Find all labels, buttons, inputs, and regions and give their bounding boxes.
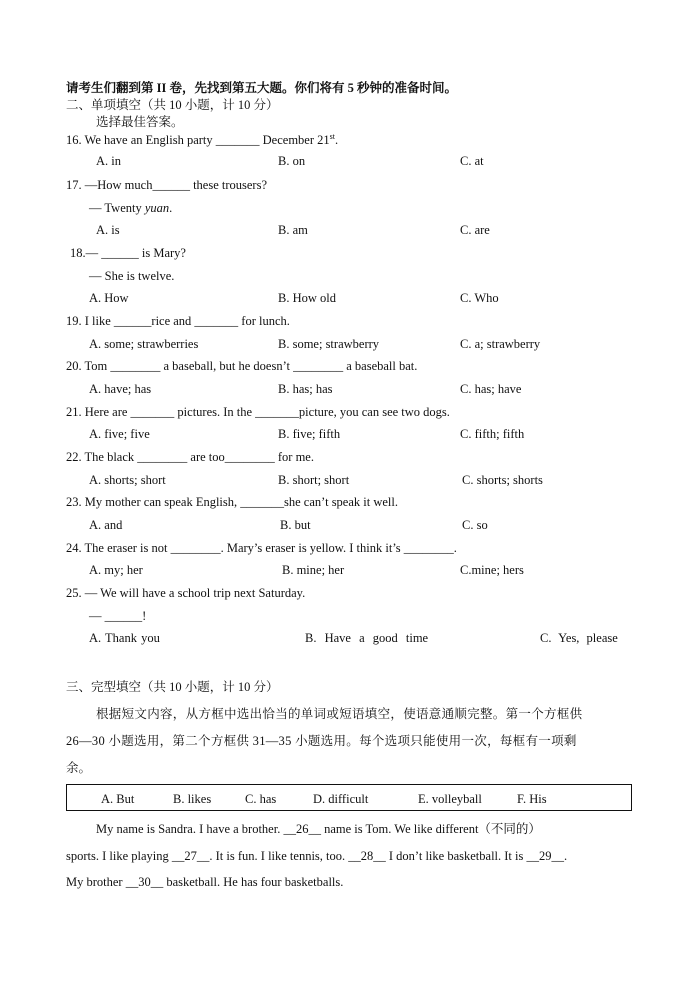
question-16-option-c: C. at xyxy=(460,154,484,168)
passage-text: name is Tom. We like different（不同的） xyxy=(320,822,541,836)
question-16-option-a: A. in xyxy=(96,154,121,168)
question-22-option-c: C. shorts; shorts xyxy=(462,473,543,487)
passage-text: basketball. He has four basketballs. xyxy=(163,875,344,889)
question-25-stem: 25. — We will have a school trip next Saturday. xyxy=(66,586,306,600)
question-16-stem xyxy=(66,132,338,148)
blank-30: __30__ xyxy=(125,875,164,889)
passage-line-2 xyxy=(66,848,567,864)
passage-line-3 xyxy=(66,874,343,890)
question-22-option-b: B. short; short xyxy=(278,473,350,487)
question-17-option-c: C. are xyxy=(460,223,490,237)
box-option-d: D. difficult xyxy=(313,792,369,806)
question-18-answer-line: — She is twelve. xyxy=(89,269,175,283)
question-17-option-b: B. am xyxy=(278,223,308,237)
section-2-heading: 二、单项填空（共 10 小题，计 10 分） xyxy=(66,98,279,112)
question-25-option-b: B. Have a good time xyxy=(305,631,429,645)
question-18-stem: 18.— ______ is Mary? xyxy=(70,246,186,260)
question-17-answer-end: . xyxy=(169,201,173,215)
question-17-stem: 17. —How much______ these trousers? xyxy=(66,178,268,192)
question-18-option-a: A. How xyxy=(89,291,129,305)
question-18-option-c: C. Who xyxy=(460,291,499,305)
question-21-option-c: C. fifth; fifth xyxy=(460,427,525,441)
passage-text: . xyxy=(563,849,568,863)
question-23-stem: 23. My mother can speak English, _______she can’t speak it well. xyxy=(66,495,398,509)
blank-27: __27__ xyxy=(171,849,210,863)
question-19-option-a: A. some; strawberries xyxy=(89,337,199,351)
question-25-option-c: C. Yes, please xyxy=(540,631,618,645)
question-16-end: . xyxy=(334,133,339,147)
question-23-option-b: B. but xyxy=(280,518,311,532)
question-20-option-b: B. has; has xyxy=(278,382,333,396)
blank-28: __28__ xyxy=(348,849,386,863)
box-option-f: F. His xyxy=(517,792,547,806)
section-3-intro-line-2: 26—30 小题选用，第二个方框供 31—35 小题选用。每个选项只能使用一次，每框有一项剩 xyxy=(66,734,577,748)
question-24-option-b: B. mine; her xyxy=(282,563,345,577)
section-3-intro-line-3: 余。 xyxy=(66,761,92,775)
question-16-text: 16. We have an English party _______ December 21 xyxy=(66,133,330,147)
word-choice-box xyxy=(66,784,632,811)
question-24-option-c: C.mine; hers xyxy=(460,563,524,577)
section-2-subheading: 选择最佳答案。 xyxy=(96,115,184,129)
passage-text: My brother xyxy=(66,875,126,889)
blank-26: __26__ xyxy=(283,822,321,836)
question-19-option-b: B. some; strawberry xyxy=(278,337,380,351)
question-19-option-c: C. a; strawberry xyxy=(460,337,541,351)
passage-text: I don’t like basketball. It is xyxy=(385,849,527,863)
question-23-option-c: C. so xyxy=(462,518,488,532)
passage-line-1 xyxy=(96,821,541,837)
question-20-option-c: C. has; have xyxy=(460,382,522,396)
box-option-a: A. But xyxy=(101,792,135,806)
question-16-option-b: B. on xyxy=(278,154,306,168)
question-17-answer-line xyxy=(89,200,172,216)
question-25-option-a: A. Thank you xyxy=(89,631,160,645)
question-22-stem: 22. The black ________ are too________ for me. xyxy=(66,450,314,464)
box-option-e: E. volleyball xyxy=(418,792,482,806)
question-17-option-a: A. is xyxy=(96,223,120,237)
question-17-answer-italic: yuan xyxy=(144,201,170,215)
question-24-option-a: A. my; her xyxy=(89,563,143,577)
question-20-stem: 20. Tom ________ a baseball, but he doesn’t ________ a baseball bat. xyxy=(66,359,418,373)
question-25-answer-line: — ______! xyxy=(89,609,147,623)
listening-instruction: 请考生们翻到第 II 卷，先找到第五大题。你们将有 5 秒钟的准备时间。 xyxy=(66,81,457,95)
question-21-option-b: B. five; fifth xyxy=(278,427,341,441)
question-21-stem: 21. Here are _______ pictures. In the _______picture, you can see two dogs. xyxy=(66,405,450,419)
blank-29: __29__ xyxy=(526,849,564,863)
box-option-c: C. has xyxy=(245,792,277,806)
passage-text: My name is Sandra. I have a brother. xyxy=(96,822,284,836)
question-23-option-a: A. and xyxy=(89,518,123,532)
section-3-heading: 三、完型填空（共 10 小题，计 10 分） xyxy=(66,680,279,694)
passage-text: sports. I like playing xyxy=(66,849,172,863)
question-22-option-a: A. shorts; short xyxy=(89,473,166,487)
passage-text: . It is fun. I like tennis, too. xyxy=(209,849,349,863)
box-option-b: B. likes xyxy=(173,792,212,806)
question-20-option-a: A. have; has xyxy=(89,382,152,396)
question-16-sup: st xyxy=(329,131,335,141)
section-3-intro-line-1: 根据短文内容，从方框中选出恰当的单词或短语填空，使语意通顺完整。第一个方框供 xyxy=(96,707,583,721)
question-24-stem: 24. The eraser is not ________. Mary’s eraser is yellow. I think it’s ________. xyxy=(66,541,457,555)
question-17-answer-text: — Twenty xyxy=(89,201,145,215)
question-21-option-a: A. five; five xyxy=(89,427,150,441)
question-19-stem: 19. I like ______rice and _______ for lunch. xyxy=(66,314,290,328)
question-18-option-b: B. How old xyxy=(278,291,336,305)
